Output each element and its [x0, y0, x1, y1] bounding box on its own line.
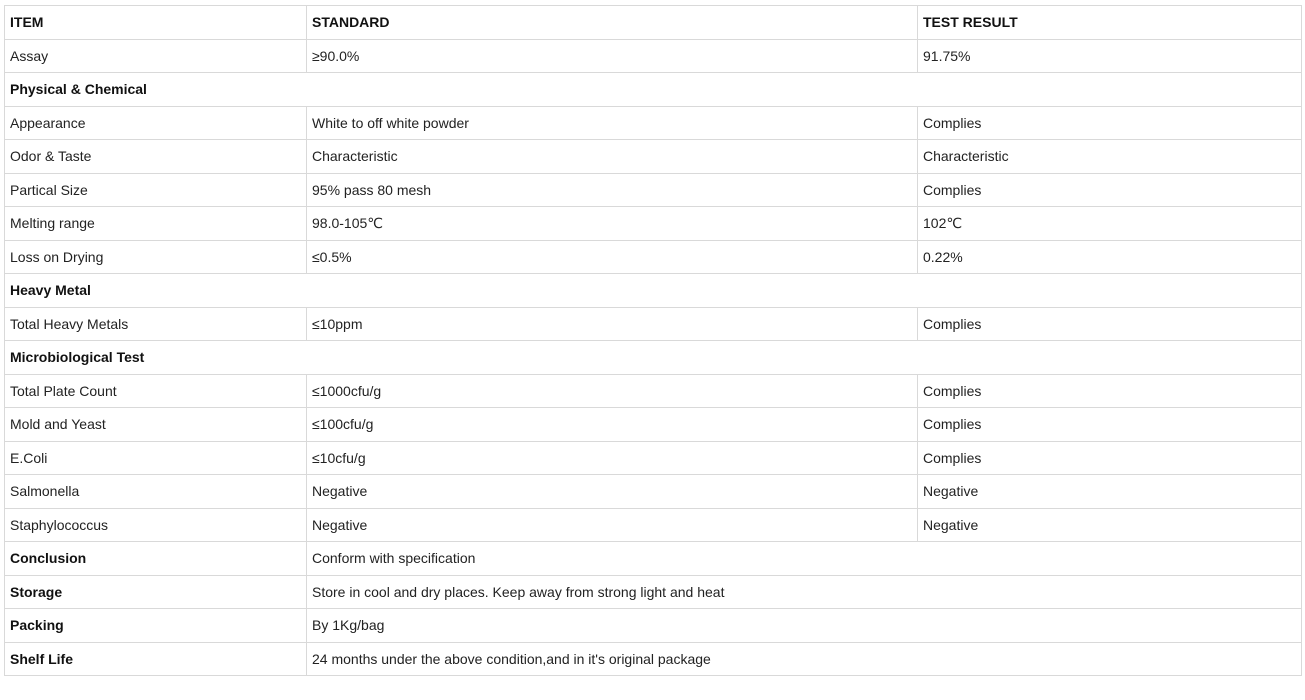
summary-label: Shelf Life — [5, 642, 307, 676]
row-standard: 98.0-105℃ — [307, 207, 918, 241]
summary-label: Packing — [5, 609, 307, 643]
row-item: Partical Size — [5, 173, 307, 207]
row-result: Complies — [918, 106, 1302, 140]
row-item: Staphylococcus — [5, 508, 307, 542]
summary-row — [5, 542, 1302, 576]
row-item: Total Plate Count — [5, 374, 307, 408]
summary-value: Conform with specification — [307, 542, 1302, 576]
row-item: E.Coli — [5, 441, 307, 475]
row-standard: 95% pass 80 mesh — [307, 173, 918, 207]
table-row — [5, 106, 1302, 140]
row-result: Complies — [918, 374, 1302, 408]
row-result: Complies — [918, 408, 1302, 442]
section-heading: Microbiological Test — [5, 341, 1302, 375]
summary-row — [5, 642, 1302, 676]
row-standard: ≤1000cfu/g — [307, 374, 918, 408]
row-standard: ≤0.5% — [307, 240, 918, 274]
row-standard: Negative — [307, 508, 918, 542]
row-item: Appearance — [5, 106, 307, 140]
summary-label: Conclusion — [5, 542, 307, 576]
section-row — [5, 73, 1302, 107]
table-row — [5, 207, 1302, 241]
table-row — [5, 408, 1302, 442]
summary-value: Store in cool and dry places. Keep away from strong light and heat — [307, 575, 1302, 609]
row-item: Loss on Drying — [5, 240, 307, 274]
specification-table — [4, 5, 1302, 676]
row-result: 102℃ — [918, 207, 1302, 241]
summary-row — [5, 575, 1302, 609]
row-result: Complies — [918, 441, 1302, 475]
row-item: Assay — [5, 39, 307, 73]
row-result: 0.22% — [918, 240, 1302, 274]
row-result: Characteristic — [918, 140, 1302, 174]
row-standard: Characteristic — [307, 140, 918, 174]
summary-row — [5, 609, 1302, 643]
section-heading: Physical & Chemical — [5, 73, 1302, 107]
row-item: Total Heavy Metals — [5, 307, 307, 341]
section-row — [5, 341, 1302, 375]
row-result: 91.75% — [918, 39, 1302, 73]
row-standard: ≤10cfu/g — [307, 441, 918, 475]
row-standard: White to off white powder — [307, 106, 918, 140]
table-row — [5, 475, 1302, 509]
section-row — [5, 274, 1302, 308]
row-standard: ≥90.0% — [307, 39, 918, 73]
row-result: Complies — [918, 307, 1302, 341]
summary-value: By 1Kg/bag — [307, 609, 1302, 643]
summary-label: Storage — [5, 575, 307, 609]
table-row — [5, 307, 1302, 341]
row-result: Negative — [918, 475, 1302, 509]
table-row — [5, 508, 1302, 542]
table-row — [5, 173, 1302, 207]
row-item: Mold and Yeast — [5, 408, 307, 442]
header-standard: STANDARD — [307, 6, 918, 40]
row-standard: ≤100cfu/g — [307, 408, 918, 442]
table-row — [5, 140, 1302, 174]
table-row — [5, 39, 1302, 73]
section-heading: Heavy Metal — [5, 274, 1302, 308]
row-item: Salmonella — [5, 475, 307, 509]
table-row — [5, 240, 1302, 274]
row-item: Odor & Taste — [5, 140, 307, 174]
table-row — [5, 441, 1302, 475]
summary-value: 24 months under the above condition,and in it's original package — [307, 642, 1302, 676]
table-header-row — [5, 6, 1302, 40]
header-item: ITEM — [5, 6, 307, 40]
row-item: Melting range — [5, 207, 307, 241]
row-result: Complies — [918, 173, 1302, 207]
row-standard: ≤10ppm — [307, 307, 918, 341]
header-test-result: TEST RESULT — [918, 6, 1302, 40]
row-standard: Negative — [307, 475, 918, 509]
table-row — [5, 374, 1302, 408]
row-result: Negative — [918, 508, 1302, 542]
